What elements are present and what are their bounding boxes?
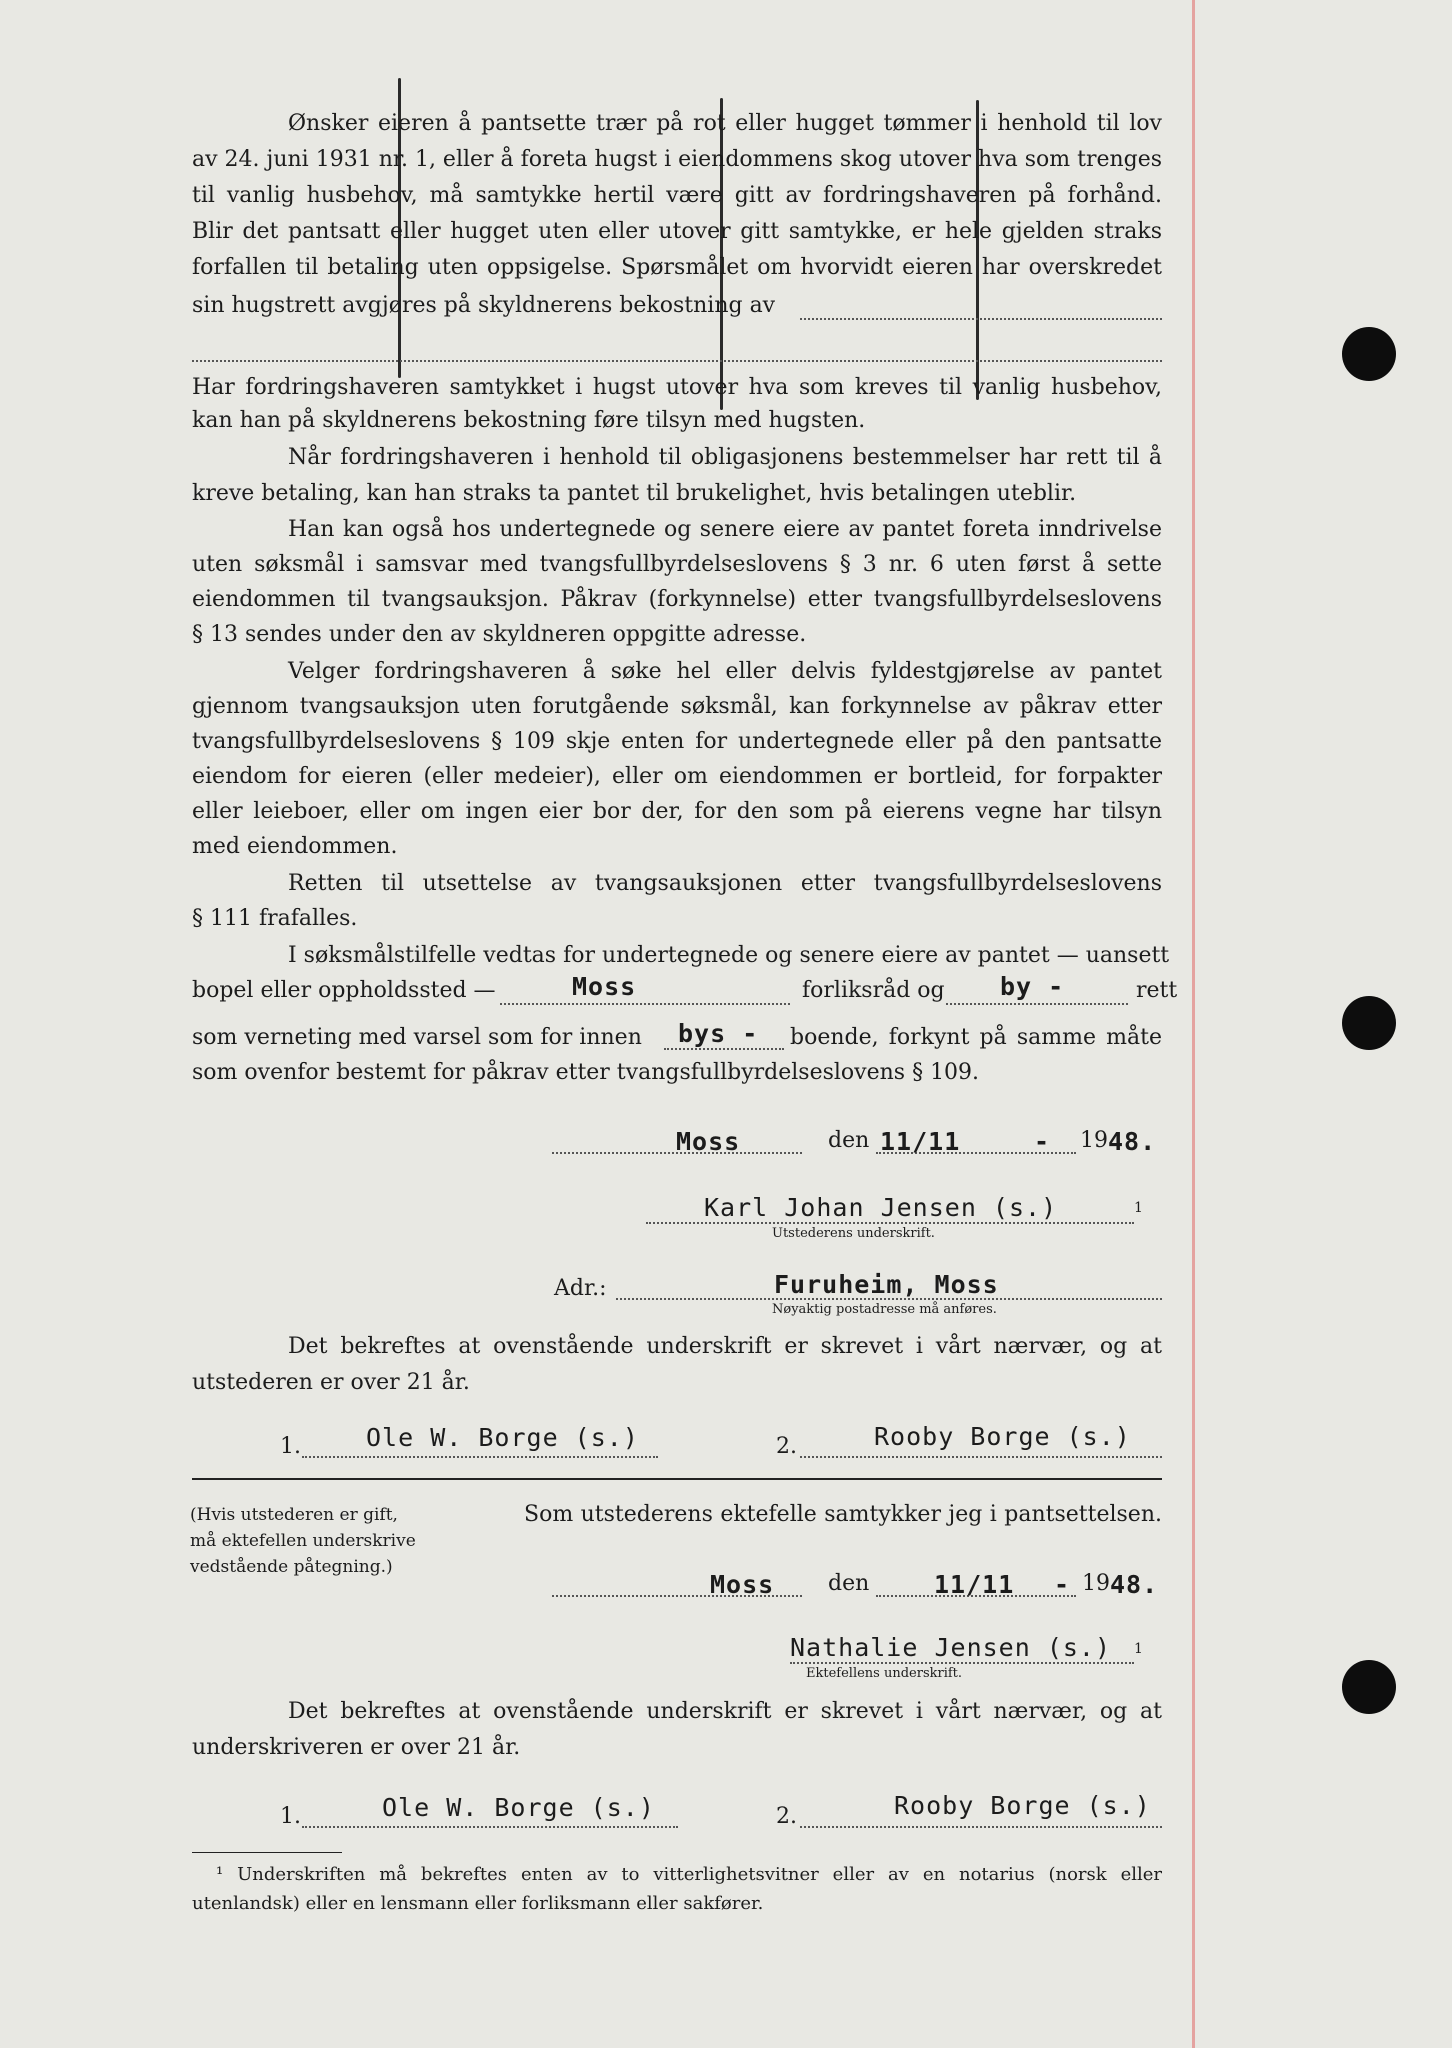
text-line: boende, forkynt på samme måte (790, 1025, 1162, 1050)
text-line: rett (1136, 978, 1178, 1003)
blank-line (664, 1048, 784, 1050)
text-line: eiendom for eieren (eller medeier), eller om eiendommen er bortleid, for forpakter (192, 764, 1162, 789)
blank-line (800, 1826, 1162, 1828)
text-line: Ønsker eieren å pantsette trær på rot eller hugget tømmer i henhold til lov (288, 111, 1162, 136)
punch-hole (1342, 1660, 1396, 1714)
text-line: sin hugstrett avgjøres på skyldnerens bekostning av (192, 293, 776, 318)
filled-value: bys - (678, 1019, 759, 1048)
witness-number: 1. (280, 1804, 301, 1829)
den-label: den (828, 1571, 870, 1596)
date-value: 11/11 (880, 1127, 961, 1156)
footnote-rule (192, 1852, 342, 1853)
witness-number: 1. (280, 1434, 301, 1459)
note-line: må ektefellen underskrive (190, 1531, 416, 1551)
text-line: gjennom tvangsauksjon uten forutgående søksmål, kan forkynnelse av påkrav etter (192, 694, 1162, 719)
witness-signature: Ole W. Borge (s.) (366, 1423, 639, 1452)
footnote-ref: 1 (1134, 1200, 1143, 1216)
text-line: eller leieboer, eller om ingen eier bor der, for den som på eierens vegne har tilsyn (192, 799, 1162, 824)
witness-number: 2. (776, 1434, 797, 1459)
blank-line (790, 1662, 1134, 1664)
red-margin-line (1192, 0, 1195, 2048)
punch-hole (1342, 327, 1396, 381)
den-label: den (828, 1128, 870, 1153)
date-dash: - (1054, 1570, 1071, 1599)
text-line: forliksråd og (802, 978, 945, 1003)
address-value: Furuheim, Moss (774, 1270, 999, 1299)
witness-signature: Ole W. Borge (s.) (382, 1793, 655, 1822)
blank-line (646, 1222, 1134, 1224)
blank-line (800, 1456, 1162, 1458)
spouse-signature: Nathalie Jensen (s.) (790, 1633, 1112, 1662)
year-prefix: 19 (1082, 1571, 1110, 1596)
text-line: underskriveren er over 21 år. (192, 1735, 521, 1760)
text-line: Han kan også hos undertegnede og senere eiere av pantet foreta inndrivelse (288, 517, 1162, 542)
text-line: uten søksmål i samsvar med tvangsfullbyrdelseslovens § 3 nr. 6 uten først å sette (192, 552, 1162, 577)
address-caption: Nøyaktig postadresse må anføres. (772, 1302, 997, 1317)
text-line: kreve betaling, kan han straks ta pantet til brukelighet, hvis betalingen uteblir. (192, 481, 1077, 506)
signature-caption: Utstederens underskrift. (772, 1226, 935, 1241)
place-value: Moss (676, 1127, 741, 1156)
spouse-note (190, 1502, 416, 1580)
text-line: som ovenfor bestemt for påkrav etter tvangsfullbyrdelseslovens § 109. (192, 1060, 980, 1085)
blank-line (800, 318, 1162, 320)
text-line: eiendommen til tvangsauksjon. Påkrav (forkynnelse) etter tvangsfullbyrdelseslovens (192, 587, 1162, 612)
divider (192, 1478, 1162, 1480)
text-line: bopel eller oppholdssted — (192, 978, 496, 1003)
text-line: § 111 frafalles. (192, 906, 358, 931)
spouse-consent: Som utstederens ektefelle samtykker jeg i pantsettelsen. (524, 1502, 1162, 1527)
text-line: som verneting med varsel som for innen (192, 1025, 642, 1050)
filled-value: Moss (572, 972, 637, 1001)
text-line: utstederen er over 21 år. (192, 1370, 470, 1395)
witness-signature: Rooby Borge (s.) (874, 1422, 1131, 1451)
date-value: 11/11 (934, 1570, 1015, 1599)
blank-line (302, 1456, 658, 1458)
text-line: med eiendommen. (192, 834, 398, 859)
blank-line (946, 1003, 1128, 1005)
text-line: Har fordringshaveren samtykket i hugst utover hva som kreves til vanlig husbehov, (192, 375, 1162, 400)
footnote-ref: 1 (1134, 1641, 1143, 1657)
date-dash: - (1034, 1127, 1051, 1156)
blank-line (302, 1826, 678, 1828)
text-line: Blir det pantsatt eller hugget uten eller utover gitt samtykke, er hele gjelden straks (192, 219, 1162, 244)
text-line: av 24. juni 1931 nr. 1, eller å foreta hugst i eiendommens skog utover hva som trenges (192, 147, 1163, 172)
year-value: 48. (1110, 1570, 1159, 1599)
address-label: Adr.: (554, 1276, 607, 1301)
text-line: Retten til utsettelse av tvangsauksjonen etter tvangsfullbyrdelseslovens (288, 871, 1162, 896)
note-line: vedstående påtegning.) (190, 1557, 393, 1577)
text-line: § 13 sendes under den av skyldneren oppgitte adresse. (192, 622, 807, 647)
footnote-line: utenlandsk) eller en lensmann eller forliksmann eller sakfører. (192, 1893, 764, 1914)
year-prefix: 19 (1080, 1128, 1108, 1153)
text-line: tvangsfullbyrdelseslovens § 109 skje enten for undertegnede eller på den pantsatte (192, 729, 1162, 754)
filled-value: by - (1000, 972, 1065, 1001)
year-value: 48. (1108, 1127, 1157, 1156)
punch-hole (1342, 996, 1396, 1050)
text-line: Når fordringshaveren i henhold til obligasjonens bestemmelser har rett til å (288, 445, 1162, 470)
blank-line (500, 1003, 790, 1005)
issuer-signature: Karl Johan Jensen (s.) (704, 1193, 1058, 1222)
footnote-line: ¹ Underskriften må bekreftes enten av to vitterlighetsvitner eller av en notarius (norsk eller (216, 1864, 1162, 1885)
signature-caption: Ektefellens underskrift. (806, 1666, 963, 1681)
text-line: Det bekreftes at ovenstående underskrift er skrevet i vårt nærvær, og at (288, 1699, 1162, 1724)
witness-signature: Rooby Borge (s.) (894, 1791, 1151, 1820)
witness-number: 2. (776, 1804, 797, 1829)
text-line: Det bekreftes at ovenstående underskrift er skrevet i vårt nærvær, og at (288, 1334, 1162, 1359)
text-line: til vanlig husbehov, må samtykke hertil være gitt av fordringshaveren på forhånd. (192, 183, 1162, 208)
text-line: I søksmålstilfelle vedtas for undertegnede og senere eiere av pantet — uansett (288, 943, 1170, 968)
text-line: kan han på skyldnerens bekostning føre tilsyn med hugsten. (192, 408, 866, 433)
text-line: forfallen til betaling uten oppsigelse. Spørsmålet om hvorvidt eieren har overskredet (192, 255, 1162, 280)
place-value: Moss (710, 1570, 775, 1599)
text-line: Velger fordringshaveren å søke hel eller delvis fyldestgjørelse av pantet (288, 659, 1162, 684)
blank-line (192, 360, 1162, 362)
note-line: (Hvis utstederen er gift, (190, 1505, 398, 1525)
